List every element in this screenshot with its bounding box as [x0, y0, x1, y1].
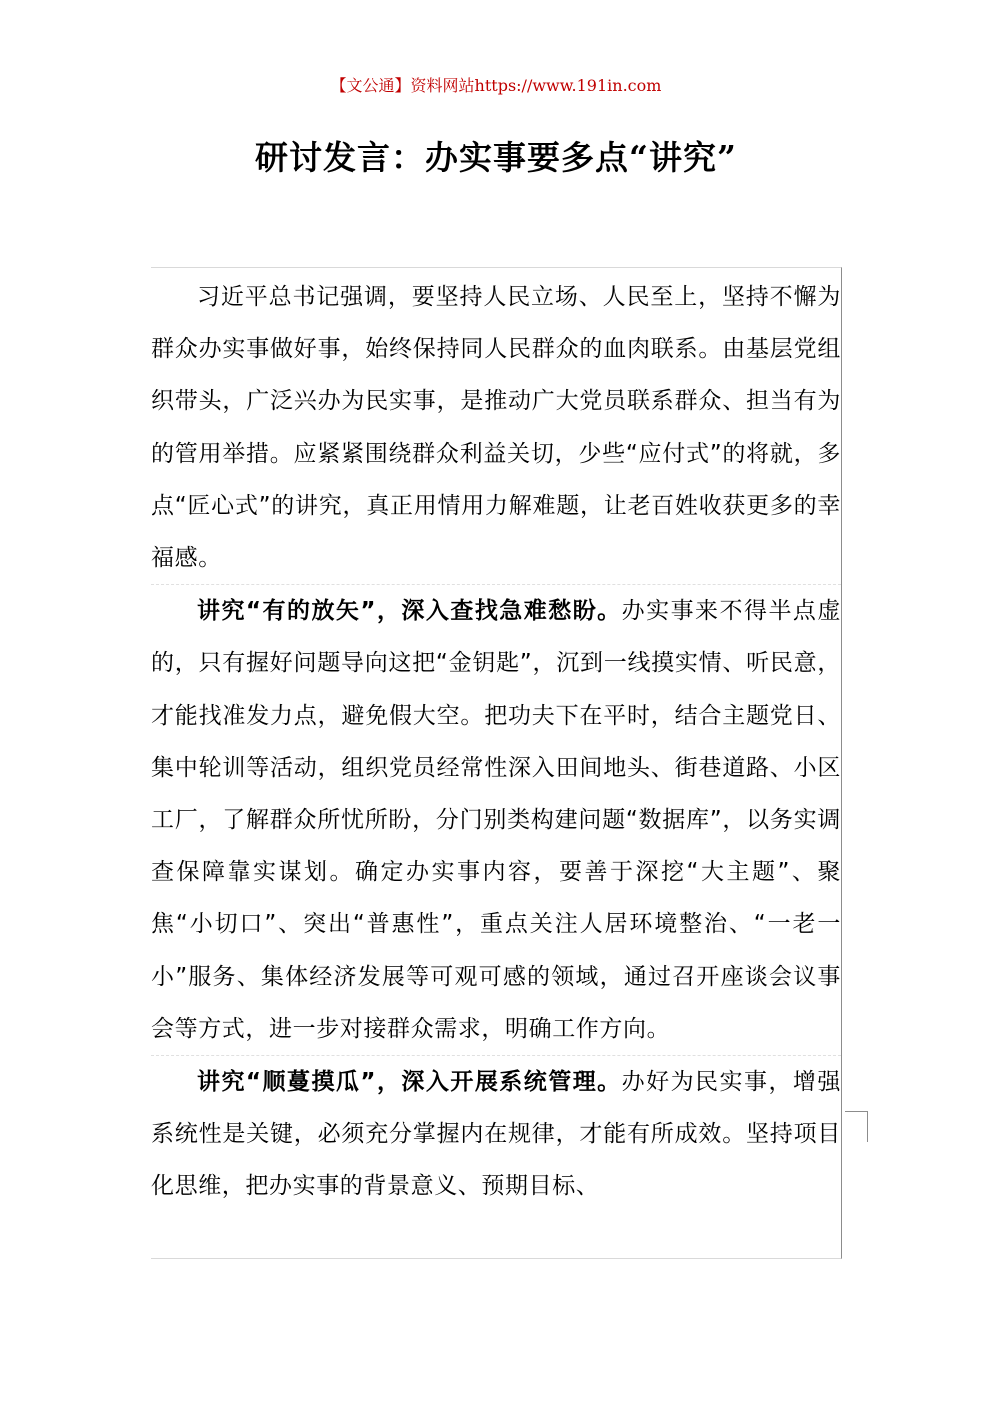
paragraph-text: 办好为民实事，增强系统性是关键，必须充分掌握内在规律，才能有所成效。坚持项目化思维，把办实事的背景意义、预期目标、 — [151, 1069, 841, 1200]
paragraph-section-1 — [151, 584, 841, 1055]
source-link[interactable]: 【文公通】资料网站https://www.191in.com — [330, 76, 662, 95]
paragraph-text: 习近平总书记强调，要坚持人民立场、人民至上，坚持不懈为群众办实事做好事，始终保持同人民群众的血肉联系。由基层党组织带头，广泛兴办为民实事，是推动广大党员联系群众、担当有为的管用举措。应紧紧围绕群众利益关切，少些“应付式”的将就，多点“匠心式”的讲究，真正用情用力解难题，让老百姓收获更多的幸福感。 — [151, 284, 841, 572]
document-body — [151, 267, 842, 1259]
text-boundary-marker — [845, 1111, 868, 1142]
paragraph-lead: 讲究“顺蔓摸瓜”，深入开展系统管理。 — [197, 1069, 622, 1096]
paragraph-section-2 — [151, 1055, 841, 1213]
document-title: 研讨发言：办实事要多点“讲究” — [255, 138, 737, 177]
paragraph-text: 办实事来不得半点虚的，只有握好问题导向这把“金钥匙”，沉到一线摸实情、听民意，才能找准发力点，避免假大空。把功夫下在平时，结合主题党日、集中轮训等活动，组织党员经常性深入田间地头、街巷道路、小区工厂，了解群众所忧所盼，分门别类构建问题“数据库”，以务实调查保障靠实谋划。确定办实事内容，要善于深挖“大主题”、聚焦“小切口”、突出“普惠性”，重点关注人居环境整治、“一老一小”服务、集体经济发展等可观可感的领域，通过召开座谈会议事会等方式，进一步对接群众需求，明确工作方向。 — [151, 598, 841, 1042]
paragraph-lead: 讲究“有的放矢”，深入查找急难愁盼。 — [197, 598, 622, 625]
paragraph-intro — [151, 268, 841, 584]
